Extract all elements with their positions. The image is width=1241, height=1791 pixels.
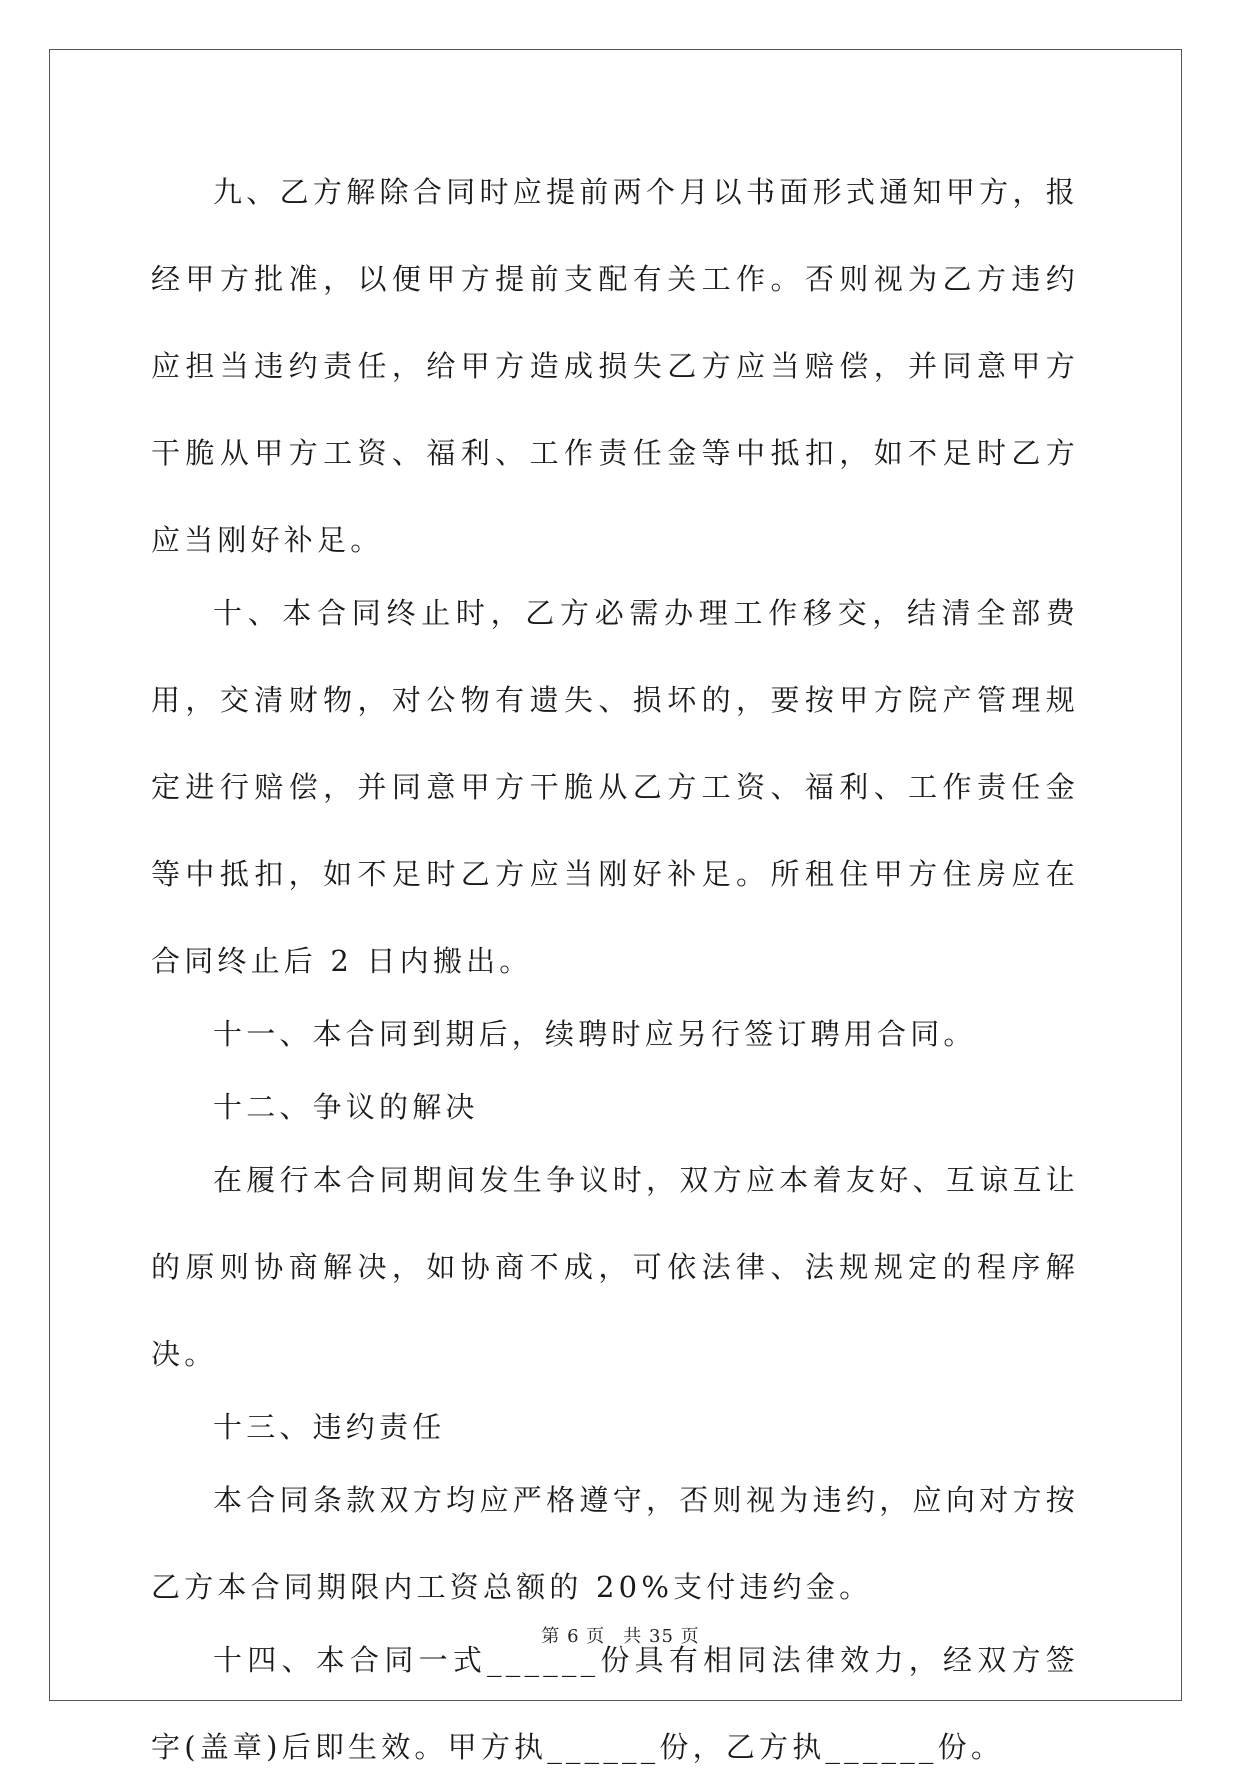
document-body — [151, 163, 1079, 1791]
clause-13-heading: 十三、违约责任 — [213, 1410, 446, 1444]
clause-9: 九、乙方解除合同时应提前两个月以书面形式通知甲方，报经甲方批准，以便甲方提前支配有关工作。否则视为乙方违约应担当违约责任，给甲方造成损失乙方应当赔偿，并同意甲方干脆从甲方工资、福利、工作责任金等中抵扣，如不足时乙方应当刚好补足。 — [151, 175, 1079, 557]
clause-12-heading: 十二、争议的解决 — [213, 1090, 479, 1124]
clause-10: 十、本合同终止时，乙方必需办理工作移交，结清全部费用，交清财物，对公物有遗失、损坏的，要按甲方院产管理规定进行赔偿，并同意甲方干脆从乙方工资、福利、工作责任金等中抵扣，如不足时乙方应当刚好补足。所租住甲方住房应在合同终止后 2 日内搬出。 — [151, 596, 1079, 978]
clause-11: 十一、本合同到期后，续聘时应另行签订聘用合同。 — [213, 1017, 977, 1051]
clause-12-body: 在履行本合同期间发生争议时，双方应本着友好、互谅互让的原则协商解决，如协商不成，可依法律、法规规定的程序解决。 — [151, 1163, 1079, 1371]
page-number: 第 6 页 — [541, 1626, 606, 1647]
page-total: 共 35 页 — [623, 1626, 700, 1647]
page-footer — [0, 1622, 1241, 1648]
clause-13-body: 本合同条款双方均应严格遵守，否则视为违约，应向对方按乙方本合同期限内工资总额的 20%支付违约金。 — [151, 1483, 1079, 1604]
clause-14: 十四、本合同一式______份具有相同法律效力，经双方签字(盖章)后即生效。甲方执______份，乙方执______份。 — [151, 1643, 1079, 1764]
